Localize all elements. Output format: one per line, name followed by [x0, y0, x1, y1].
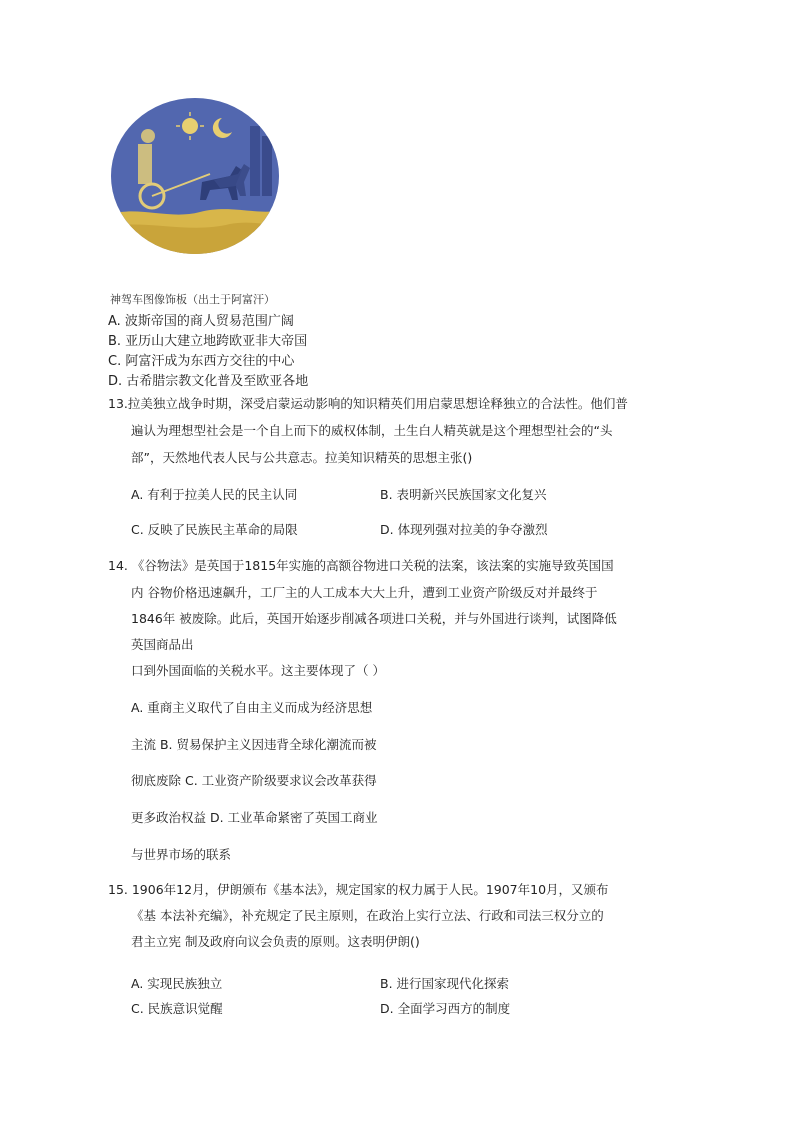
figure-caption: 神驾车图像饰板（出土于阿富汗）	[110, 293, 275, 306]
q12-option-d: D. 古希腊宗教文化普及至欧亚各地	[108, 374, 309, 389]
q14-option-line-4: 更多政治权益 D. 工业革命紧密了英国工商业	[131, 810, 378, 825]
q12-option-c: C. 阿富汗成为东西方交往的中心	[108, 354, 295, 369]
q14-option-line-5: 与世界市场的联系	[131, 847, 232, 862]
q13-stem-line-3: 部”，天然地代表人民与公共意志。拉美知识精英的思想主张()	[131, 450, 473, 465]
q13-option-b: B. 表明新兴民族国家文化复兴	[380, 487, 547, 502]
q12-option-a: A. 波斯帝国的商人贸易范围广阔	[108, 314, 294, 329]
q15-stem-line-2: 《基 本法补充编》，补充规定了民主原则，在政治上实行立法、行政和司法三权分立的	[131, 908, 604, 923]
q14-stem-line-4: 英国商品出	[131, 637, 194, 652]
q13-option-c: C. 反映了民族民主革命的局限	[131, 522, 298, 537]
q15-option-a: A. 实现民族独立	[131, 976, 223, 991]
q13-stem-line-2: 遍认为理想型社会是一个自上而下的威权体制，土生白人精英就是这个理想型社会的“头	[131, 423, 613, 438]
q14-stem-line-1: 14. 《谷物法》是英国于1815年实施的高额谷物进口关税的法案，该法案的实施导致英国国	[108, 558, 614, 573]
q14-stem-line-2: 内 谷物价格迅速飙升，工厂主的人工成本大大上升，遭到工业资产阶级反对并最终于	[131, 585, 598, 600]
q12-option-b: B. 亚历山大建立地跨欧亚非大帝国	[108, 334, 308, 349]
q15-option-c: C. 民族意识觉醒	[131, 1001, 223, 1016]
q14-option-line-2: 主流 B. 贸易保护主义因违背全球化潮流而被	[131, 737, 377, 752]
q15-option-b: B. 进行国家现代化探索	[380, 976, 510, 991]
q13-option-a: A. 有利于拉美人民的民主认同	[131, 487, 298, 502]
q13-stem-line-1: 13.拉美独立战争时期，深受启蒙运动影响的知识精英们用启蒙思想诠释独立的合法性。他们普	[108, 396, 628, 411]
q15-stem-line-3: 君主立宪 制及政府向议会负责的原则。这表明伊朗()	[131, 934, 420, 949]
q14-stem-line-3: 1846年 被废除。此后，英国开始逐步削减各项进口关税，并与外国进行谈判，试图降低	[131, 611, 617, 626]
q14-stem-line-5: 口到外国面临的关税水平。这主要体现了（ ）	[131, 663, 385, 678]
q15-option-d: D. 全面学习西方的制度	[380, 1001, 511, 1016]
q14-option-line-1: A. 重商主义取代了自由主义而成为经济思想	[131, 700, 373, 715]
q15-stem-line-1: 15. 1906年12月，伊朗颁布《基本法》，规定国家的权力属于人民。1907年10月，又颁布	[108, 882, 609, 897]
q14-option-line-3: 彻底废除 C. 工业资产阶级要求议会改革获得	[131, 773, 377, 788]
q13-option-d: D. 体现列强对拉美的争夺激烈	[380, 522, 548, 537]
chariot-plaque-image	[110, 96, 280, 266]
